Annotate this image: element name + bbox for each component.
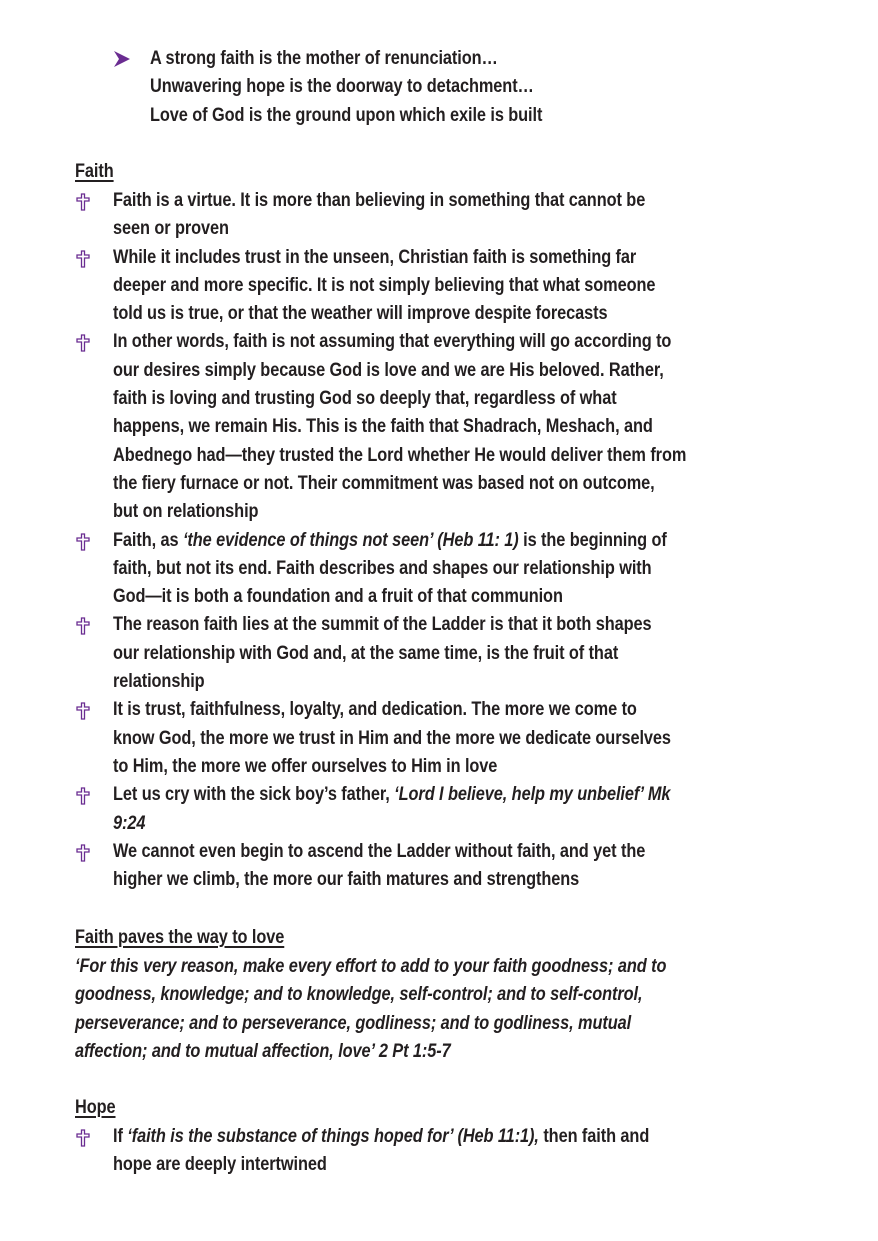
bullet-text-segment: to Him, the more we offer ourselves to Him in love	[113, 755, 498, 777]
arrow-bullet-icon	[113, 50, 131, 68]
quote-line: ‘For this very reason, make every effort to add to your faith goodness; and to	[75, 956, 667, 977]
bullet-text-segment: but on relationship	[113, 501, 259, 523]
bullet-line	[113, 357, 734, 385]
intro-line: Love of God is the ground upon which exile is built	[150, 104, 543, 126]
bullet-line	[113, 385, 734, 413]
bullet-line	[113, 328, 734, 356]
cross-bullet-icon	[75, 844, 91, 862]
bullet-line	[113, 244, 734, 272]
bullet-text-segment: told us is true, or that the weather will improve despite forecasts	[113, 303, 608, 325]
quote-line: goodness, knowledge; and to knowledge, self-control; and to self-control,	[75, 984, 643, 1006]
cross-bullet-icon	[75, 787, 91, 805]
cross-bullet-icon	[75, 702, 91, 720]
bullet-text	[113, 696, 734, 781]
bullet-text	[113, 781, 734, 838]
bullet-text-segment: God—it is both a foundation and a fruit of that communion	[113, 586, 563, 608]
quote-line: affection; and to mutual affection, love’ 2 Pt 1:5-7	[75, 1040, 451, 1062]
bullet-item	[75, 1123, 835, 1180]
bullet-line	[113, 810, 734, 838]
cross-bullet-icon	[75, 334, 91, 352]
scripture-quote	[75, 953, 666, 1066]
bullet-text-segment: Abednego had—they trusted the Lord whether He would deliver them from	[113, 444, 687, 466]
hope-bullet-list	[75, 1123, 835, 1180]
bullet-line	[113, 413, 734, 441]
bullet-text-segment: higher we climb, the more our faith matures and strengthens	[113, 869, 580, 891]
bullet-item	[75, 838, 835, 895]
bullet-text-segment: Let us cry with the sick boy’s father,	[113, 784, 395, 806]
faith-heading: Faith	[75, 161, 114, 182]
bullet-text	[113, 244, 734, 329]
bullet-line	[113, 640, 734, 668]
bullet-item	[75, 527, 835, 612]
bullet-item	[75, 187, 835, 244]
cross-bullet-icon	[75, 533, 91, 551]
bullet-line	[113, 555, 734, 583]
love-section-heading: Faith paves the way to love	[75, 927, 285, 948]
faith-bullet-list	[75, 187, 835, 894]
bullet-text	[113, 527, 734, 612]
bullet-text-segment: seen or proven	[113, 218, 229, 240]
bullet-text-segment: happens, we remain His. This is the faith that Shadrach, Meshach, and	[113, 416, 653, 438]
bullet-line	[113, 527, 734, 555]
bullet-line	[113, 611, 734, 639]
bullet-text	[113, 611, 734, 696]
bullet-text	[113, 1123, 734, 1180]
bullet-text	[113, 838, 734, 895]
bullet-line	[113, 187, 734, 215]
bullet-line	[113, 753, 734, 781]
bullet-text-segment: Faith, as	[113, 529, 183, 551]
bullet-item	[75, 328, 835, 526]
scripture-citation: 9:24	[113, 812, 146, 834]
bullet-line	[113, 498, 734, 526]
hope-heading: Hope	[75, 1097, 116, 1118]
bullet-line	[113, 725, 734, 753]
bullet-text-segment: We cannot even begin to ascend the Ladder without faith, and yet the	[113, 840, 646, 862]
bullet-text-segment: faith is loving and trusting God so deeply that, regardless of what	[113, 388, 617, 410]
bullet-text-segment: Faith is a virtue. It is more than believing in something that cannot be	[113, 190, 646, 211]
bullet-text-segment: faith, but not its end. Faith describes and shapes our relationship with	[113, 557, 652, 579]
bullet-line	[113, 781, 734, 809]
bullet-line	[113, 838, 734, 866]
bullet-item	[75, 611, 835, 696]
scripture-citation: ‘faith is the substance of things hoped for’ (Heb 11:1),	[127, 1126, 539, 1147]
cross-bullet-icon	[75, 617, 91, 635]
bullet-line	[113, 300, 734, 328]
cross-bullet-icon	[75, 193, 91, 211]
bullet-text-segment: our relationship with God and, at the same time, is the fruit of that	[113, 642, 619, 664]
bullet-line	[113, 696, 734, 724]
bullet-line	[113, 1151, 734, 1179]
bullet-line	[113, 215, 734, 243]
bullet-item	[75, 244, 835, 329]
bullet-text-segment: our desires simply because God is love and we are His beloved. Rather,	[113, 359, 664, 381]
intro-line: Unwavering hope is the doorway to detachment…	[150, 76, 534, 98]
quote-line: perseverance; and to perseverance, godliness; and to godliness, mutual	[75, 1012, 632, 1034]
bullet-text-segment: While it includes trust in the unseen, Christian faith is something far	[113, 246, 637, 268]
bullet-text-segment: deeper and more specific. It is not simply believing that what someone	[113, 274, 656, 296]
bullet-text-segment: relationship	[113, 671, 205, 693]
bullet-item	[75, 696, 835, 781]
scripture-citation: ‘Lord I believe, help my unbelief’ Mk	[394, 784, 671, 806]
intro-line: A strong faith is the mother of renunciation…	[150, 48, 498, 69]
bullet-text-segment: The reason faith lies at the summit of the Ladder is that it both shapes	[113, 614, 652, 636]
bullet-line	[113, 583, 734, 611]
bullet-line	[113, 470, 734, 498]
bullet-text-segment: hope are deeply intertwined	[113, 1154, 327, 1176]
bullet-text-segment: It is trust, faithfulness, loyalty, and dedication. The more we come to	[113, 699, 637, 721]
scripture-citation: ‘the evidence of things not seen’ (Heb 11: 1)	[182, 529, 519, 551]
bullet-line	[113, 272, 734, 300]
bullet-text-segment: is the beginning of	[518, 529, 667, 551]
bullet-line	[113, 442, 734, 470]
bullet-text-segment: the fiery furnace or not. Their commitment was based not on outcome,	[113, 472, 655, 494]
cross-bullet-icon	[75, 1129, 91, 1147]
bullet-line	[113, 668, 734, 696]
bullet-text-segment: know God, the more we trust in Him and the more we dedicate ourselves	[113, 727, 671, 749]
bullet-text-segment: In other words, faith is not assuming that everything will go according to	[113, 331, 672, 353]
bullet-line	[113, 866, 734, 894]
bullet-text-segment: then faith and	[538, 1126, 650, 1147]
bullet-text	[113, 187, 734, 244]
bullet-text	[113, 328, 734, 526]
bullet-text-segment: If	[113, 1126, 128, 1147]
bullet-line	[113, 1123, 734, 1151]
bullet-item	[75, 781, 835, 838]
cross-bullet-icon	[75, 250, 91, 268]
